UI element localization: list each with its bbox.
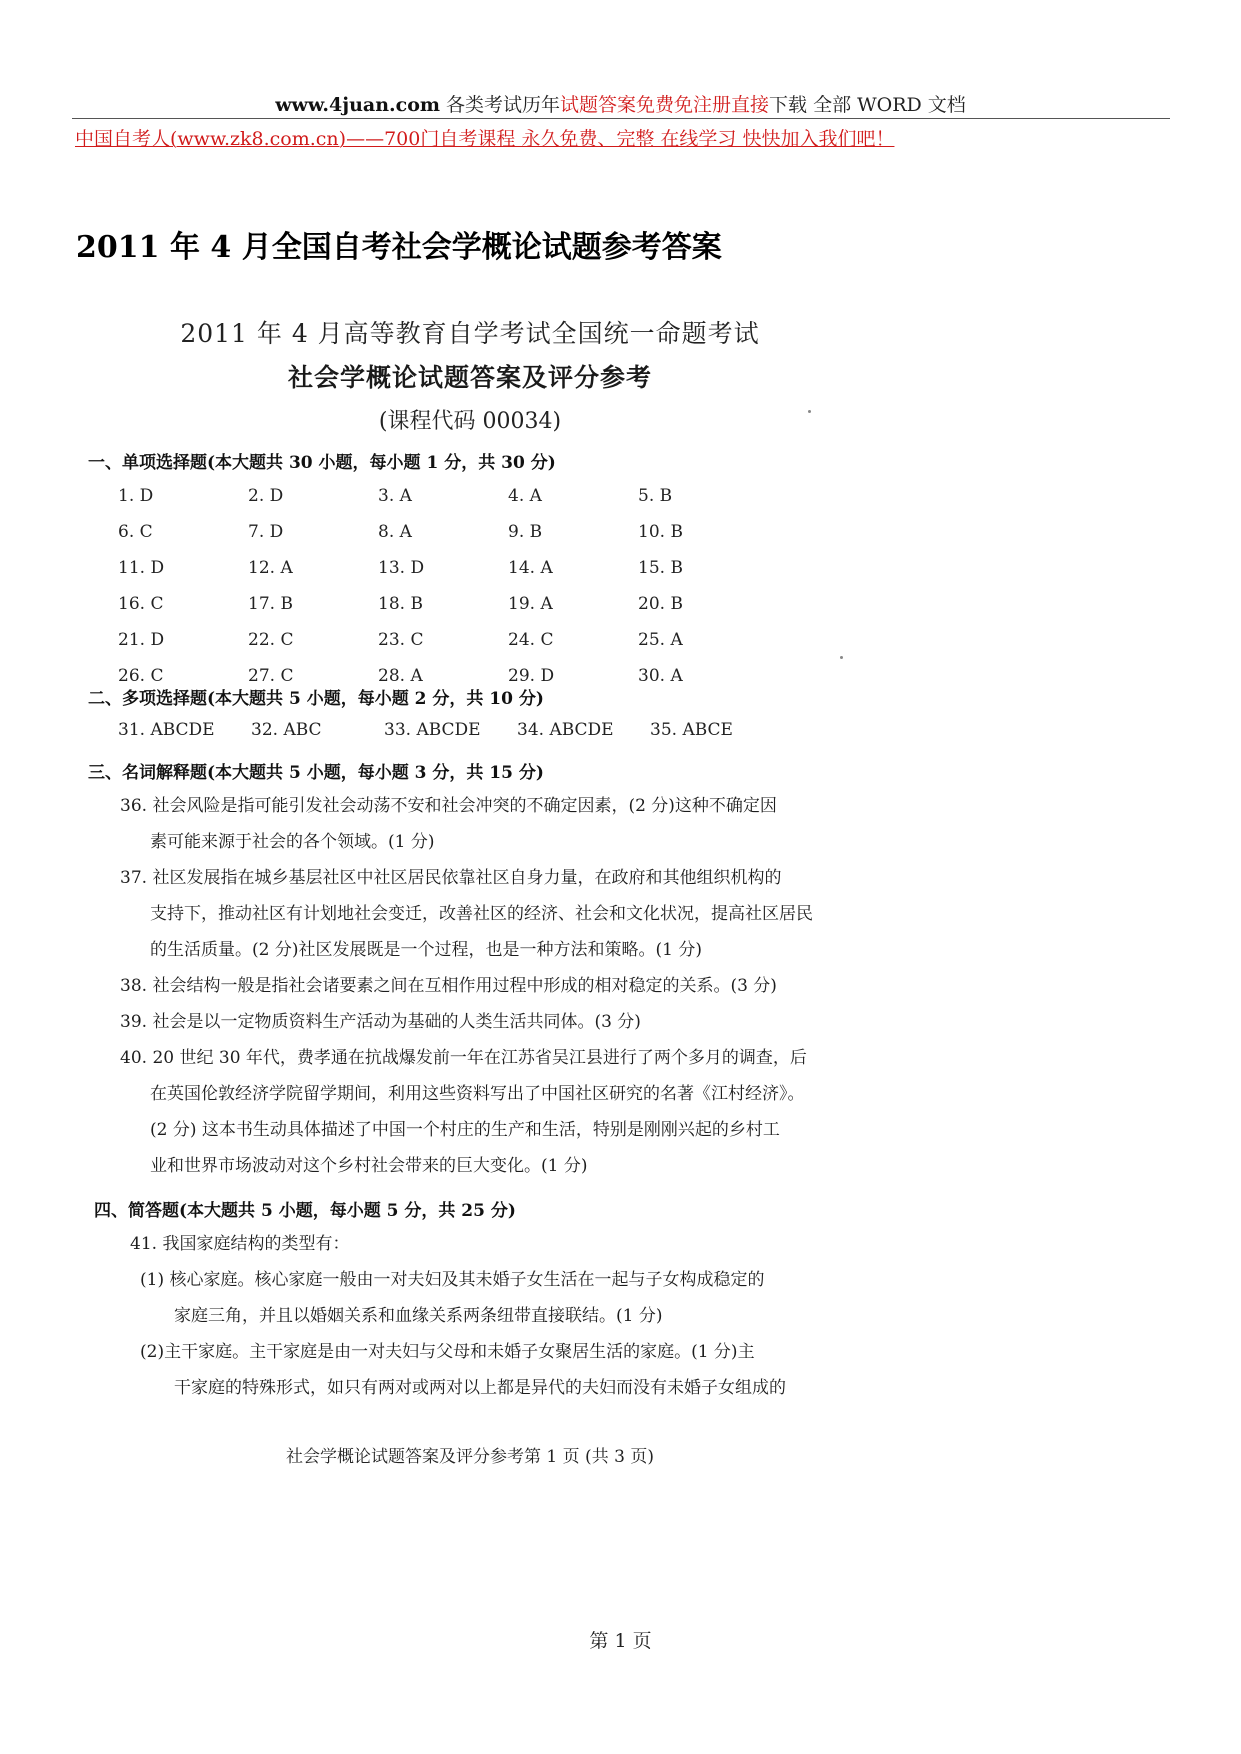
answer-39: 39. 社会是以一定物质资料生产活动为基础的人类生活共同体。(3 分): [120, 1012, 641, 1032]
answer: 17. B: [248, 594, 293, 614]
section-3-heading: 三、名词解释题(本大题共 5 小题，每小题 3 分，共 15 分): [88, 763, 544, 783]
exam-title: 2011 年 4 月高等教育自学考试全国统一命题考试: [180, 319, 760, 348]
answer-37-line-2: 支持下，推动社区有计划地社会变迁，改善社区的经济、社会和文化状况，提高社区居民: [150, 904, 813, 924]
answer: 2. D: [248, 486, 284, 506]
answer-40-line-2: 在英国伦敦经济学院留学期间，利用这些资料写出了中国社区研究的名著《江村经济》。: [150, 1084, 805, 1104]
section-4-heading: 四、简答题(本大题共 5 小题，每小题 5 分，共 25 分): [94, 1201, 516, 1221]
header-text-red: 试题答案免费免注册直接: [560, 94, 770, 116]
answer: 27. C: [248, 666, 294, 686]
site-url[interactable]: www.4juan.com: [275, 94, 440, 116]
answer: 1. D: [118, 486, 154, 506]
answer-row: [118, 486, 768, 522]
answer-41-1-line-1: (1) 核心家庭。核心家庭一般由一对夫妇及其未婚子女生活在一起与子女构成稳定的: [140, 1270, 765, 1290]
answer: 29. D: [508, 666, 555, 686]
answer: 32. ABC: [251, 720, 322, 740]
answer-40-line-4: 业和世界市场波动对这个乡村社会带来的巨大变化。(1 分): [150, 1156, 588, 1176]
answer: 20. B: [638, 594, 683, 614]
answer-row: [118, 594, 768, 630]
section-2-heading: 二、多项选择题(本大题共 5 小题，每小题 2 分，共 10 分): [88, 689, 544, 709]
answer: 21. D: [118, 630, 165, 650]
answer-sheet-title: 社会学概论试题答案及评分参考: [287, 363, 652, 392]
answer: 13. D: [378, 558, 425, 578]
single-choice-answers: [118, 486, 768, 702]
answer: 26. C: [118, 666, 164, 686]
answer: 11. D: [118, 558, 165, 578]
answer-41-2-line-2: 干家庭的特殊形式，如只有两对或两对以上都是异代的夫妇而没有未婚子女组成的: [174, 1378, 786, 1398]
site-header: [0, 90, 1241, 117]
answer: 9. B: [508, 522, 543, 542]
answer: 28. A: [378, 666, 423, 686]
answer-37-line-3: 的生活质量。(2 分)社区发展既是一个过程，也是一种方法和策略。(1 分): [150, 940, 702, 960]
header-text-1: 各类考试历年: [439, 94, 561, 116]
answer-41-2-line-1: (2)主干家庭。主干家庭是由一对夫妇与父母和未婚子女聚居生活的家庭。(1 分)主: [140, 1342, 755, 1362]
answer: 4. A: [508, 486, 542, 506]
answer: 22. C: [248, 630, 294, 650]
answer: 6. C: [118, 522, 153, 542]
course-code: (课程代码 00034): [378, 409, 562, 434]
answer: 3. A: [378, 486, 412, 506]
page-number: 第 1 页: [589, 1630, 652, 1652]
answer-row: [118, 558, 768, 594]
scan-speck: [840, 656, 843, 659]
answer: 7. D: [248, 522, 284, 542]
answer-38: 38. 社会结构一般是指社会诸要素之间在互相作用过程中形成的相对稳定的关系。(3 分): [120, 976, 777, 996]
answer: 34. ABCDE: [517, 720, 614, 740]
answer: 31. ABCDE: [118, 720, 215, 740]
header-divider: [72, 118, 1170, 119]
answer: 18. B: [378, 594, 423, 614]
answer: 23. C: [378, 630, 424, 650]
answer: 24. C: [508, 630, 554, 650]
answer: 16. C: [118, 594, 164, 614]
answer-row: [118, 630, 768, 666]
answer-41-1-line-2: 家庭三角，并且以婚姻关系和血缘关系两条纽带直接联结。(1 分): [174, 1306, 663, 1326]
answer-41-heading: 41. 我国家庭结构的类型有：: [130, 1234, 350, 1254]
answer: 8. A: [378, 522, 412, 542]
promo-link[interactable]: 中国自考人(www.zk8.com.cn)——700门自考课程 永久免费、完整 在线学习 快快加入我们吧！: [75, 128, 895, 150]
answer: 30. A: [638, 666, 683, 686]
scan-speck: [808, 410, 811, 413]
inner-page-footer: 社会学概论试题答案及评分参考第 1 页 (共 3 页): [286, 1447, 654, 1467]
answer-37-line-1: 37. 社区发展指在城乡基层社区中社区居民依靠社区自身力量，在政府和其他组织机构的: [120, 868, 782, 888]
answer: 19. A: [508, 594, 553, 614]
header-text-2: 下载 全部 WORD 文档: [769, 94, 966, 116]
answer-row: [118, 522, 768, 558]
multi-choice-answers: [118, 720, 783, 740]
answer: 14. A: [508, 558, 553, 578]
answer: 10. B: [638, 522, 683, 542]
section-1-heading: 一、单项选择题(本大题共 30 小题，每小题 1 分，共 30 分): [88, 453, 556, 473]
answer: 35. ABCE: [650, 720, 733, 740]
answer: 25. A: [638, 630, 683, 650]
answer-40-line-3: (2 分) 这本书生动具体描述了中国一个村庄的生产和生活，特别是刚刚兴起的乡村工: [150, 1120, 780, 1140]
answer: 15. B: [638, 558, 683, 578]
answer-40-line-1: 40. 20 世纪 30 年代，费孝通在抗战爆发前一年在江苏省吴江县进行了两个多月的调查，后: [120, 1048, 807, 1068]
scanned-answer-sheet: [70, 300, 870, 1480]
answer: 33. ABCDE: [384, 720, 481, 740]
answer: 12. A: [248, 558, 293, 578]
answer: 5. B: [638, 486, 673, 506]
answer-36-line-1: 36. 社会风险是指可能引发社会动荡不安和社会冲突的不确定因素，(2 分)这种不确定因: [120, 796, 777, 816]
answer-36-line-2: 素可能来源于社会的各个领域。(1 分): [150, 832, 435, 852]
document-title: 2011 年 4 月全国自考社会学概论试题参考答案: [76, 230, 722, 265]
